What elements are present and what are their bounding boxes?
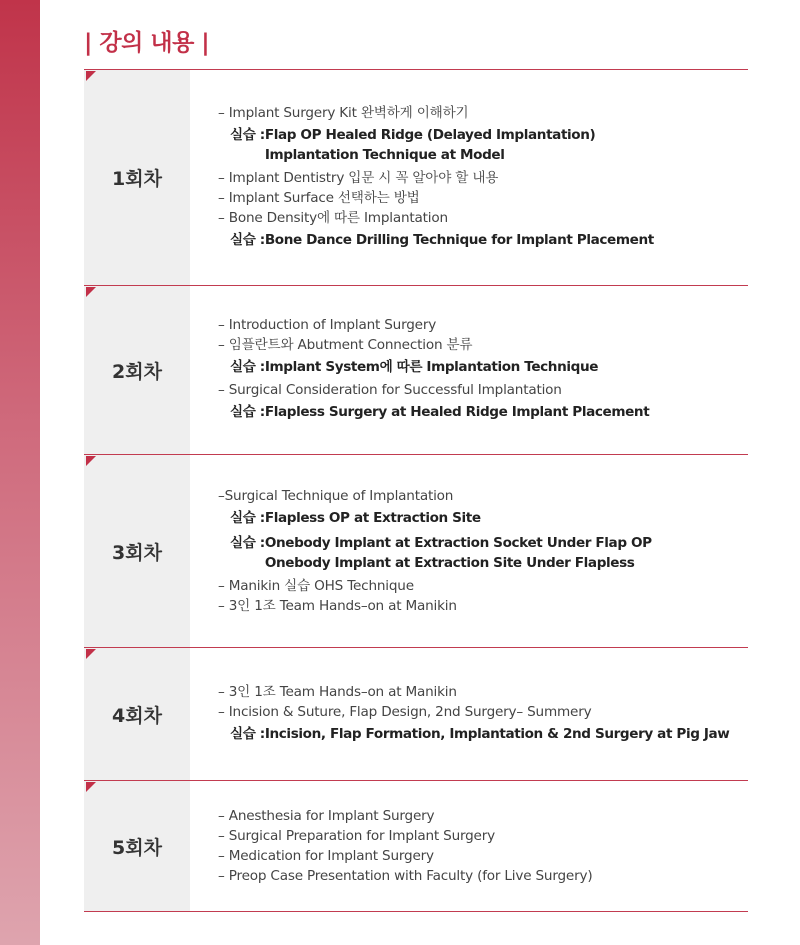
practice-text: Implantation Technique at Model (264, 146, 505, 163)
session-row (84, 69, 748, 285)
session-label-cell (84, 648, 190, 780)
practice-item (230, 724, 748, 744)
lecture-item: – Bone Density에 따른 Implantation (218, 209, 448, 226)
session-row (84, 454, 748, 647)
session-row (84, 780, 748, 912)
session-label-cell (84, 781, 190, 911)
practice-text: Flap OP Healed Ridge (Delayed Implantation) (264, 126, 596, 143)
lecture-item: – 3인 1조 Team Hands–on at Manikin (218, 683, 457, 700)
session-row (84, 285, 748, 454)
practice-item (230, 125, 748, 165)
practice-text: Onebody Implant at Extraction Site Under Flapless (264, 555, 635, 571)
practice-item (230, 402, 748, 422)
practice-item (230, 533, 748, 573)
lecture-item: – Medication for Implant Surgery (218, 848, 434, 864)
practice-item (230, 508, 748, 528)
sessions-table (84, 69, 748, 912)
session-label-cell (84, 286, 190, 454)
practice-label: 실습 : (230, 404, 265, 420)
practice-label: 실습 : (230, 231, 265, 248)
left-decorative-band (0, 0, 40, 945)
practice-text: Onebody Implant at Extraction Socket Under Flap OP (264, 535, 652, 551)
lecture-item: – Surgical Consideration for Successful Implantation (218, 382, 562, 398)
lecture-item: – Surgical Preparation for Implant Surgery (218, 828, 495, 844)
session-content (190, 286, 748, 454)
practice-item (230, 357, 748, 377)
lecture-item: – Implant Surface 선택하는 방법 (218, 189, 420, 206)
session-label: 5회차 (112, 836, 162, 859)
session-label-cell (84, 70, 190, 285)
practice-label: 실습 : (230, 725, 265, 742)
lecture-item: – 임플란트와 Abutment Connection 분류 (218, 337, 473, 353)
lecture-item: – 3인 1조 Team Hands–on at Manikin (218, 598, 457, 614)
lecture-item: – Implant Surgery Kit 완벽하게 이해하기 (218, 104, 469, 121)
practice-label: 실습 : (230, 535, 265, 551)
practice-text: Incision, Flap Formation, Implantation & 2nd Surgery at Pig Jaw (264, 725, 730, 742)
lecture-item: – Implant Dentistry 입문 시 꼭 알아야 할 내용 (218, 169, 499, 186)
page-title: | 강의 내용 | (84, 30, 210, 56)
session-content (190, 455, 748, 647)
session-label-cell (84, 455, 190, 647)
lecture-item: – Manikin 실습 OHS Technique (218, 578, 414, 594)
session-label: 1회차 (112, 168, 162, 190)
lecture-item: – Anesthesia for Implant Surgery (218, 808, 435, 824)
lecture-item: – Introduction of Implant Surgery (218, 317, 437, 333)
practice-text: Implant System에 따른 Implantation Technique (264, 359, 599, 375)
lecture-item: –Surgical Technique of Implantation (218, 488, 454, 504)
session-content (190, 70, 748, 285)
session-content (190, 781, 748, 911)
practice-label: 실습 : (230, 359, 265, 375)
practice-text: Bone Dance Drilling Technique for Implant Placement (264, 231, 654, 248)
practice-text: Flapless OP at Extraction Site (264, 510, 481, 526)
session-label: 4회차 (112, 704, 162, 727)
session-label: 3회차 (112, 541, 162, 564)
lecture-item: – Preop Case Presentation with Faculty (for Live Surgery) (218, 868, 593, 884)
practice-item (230, 230, 748, 250)
practice-label: 실습 : (230, 126, 265, 143)
session-label: 2회차 (112, 360, 162, 383)
practice-label: 실습 : (230, 510, 265, 526)
session-row (84, 647, 748, 780)
session-content (190, 648, 748, 780)
practice-text: Flapless Surgery at Healed Ridge Implant Placement (264, 404, 650, 420)
lecture-item: – Incision & Suture, Flap Design, 2nd Surgery– Summery (218, 703, 592, 720)
